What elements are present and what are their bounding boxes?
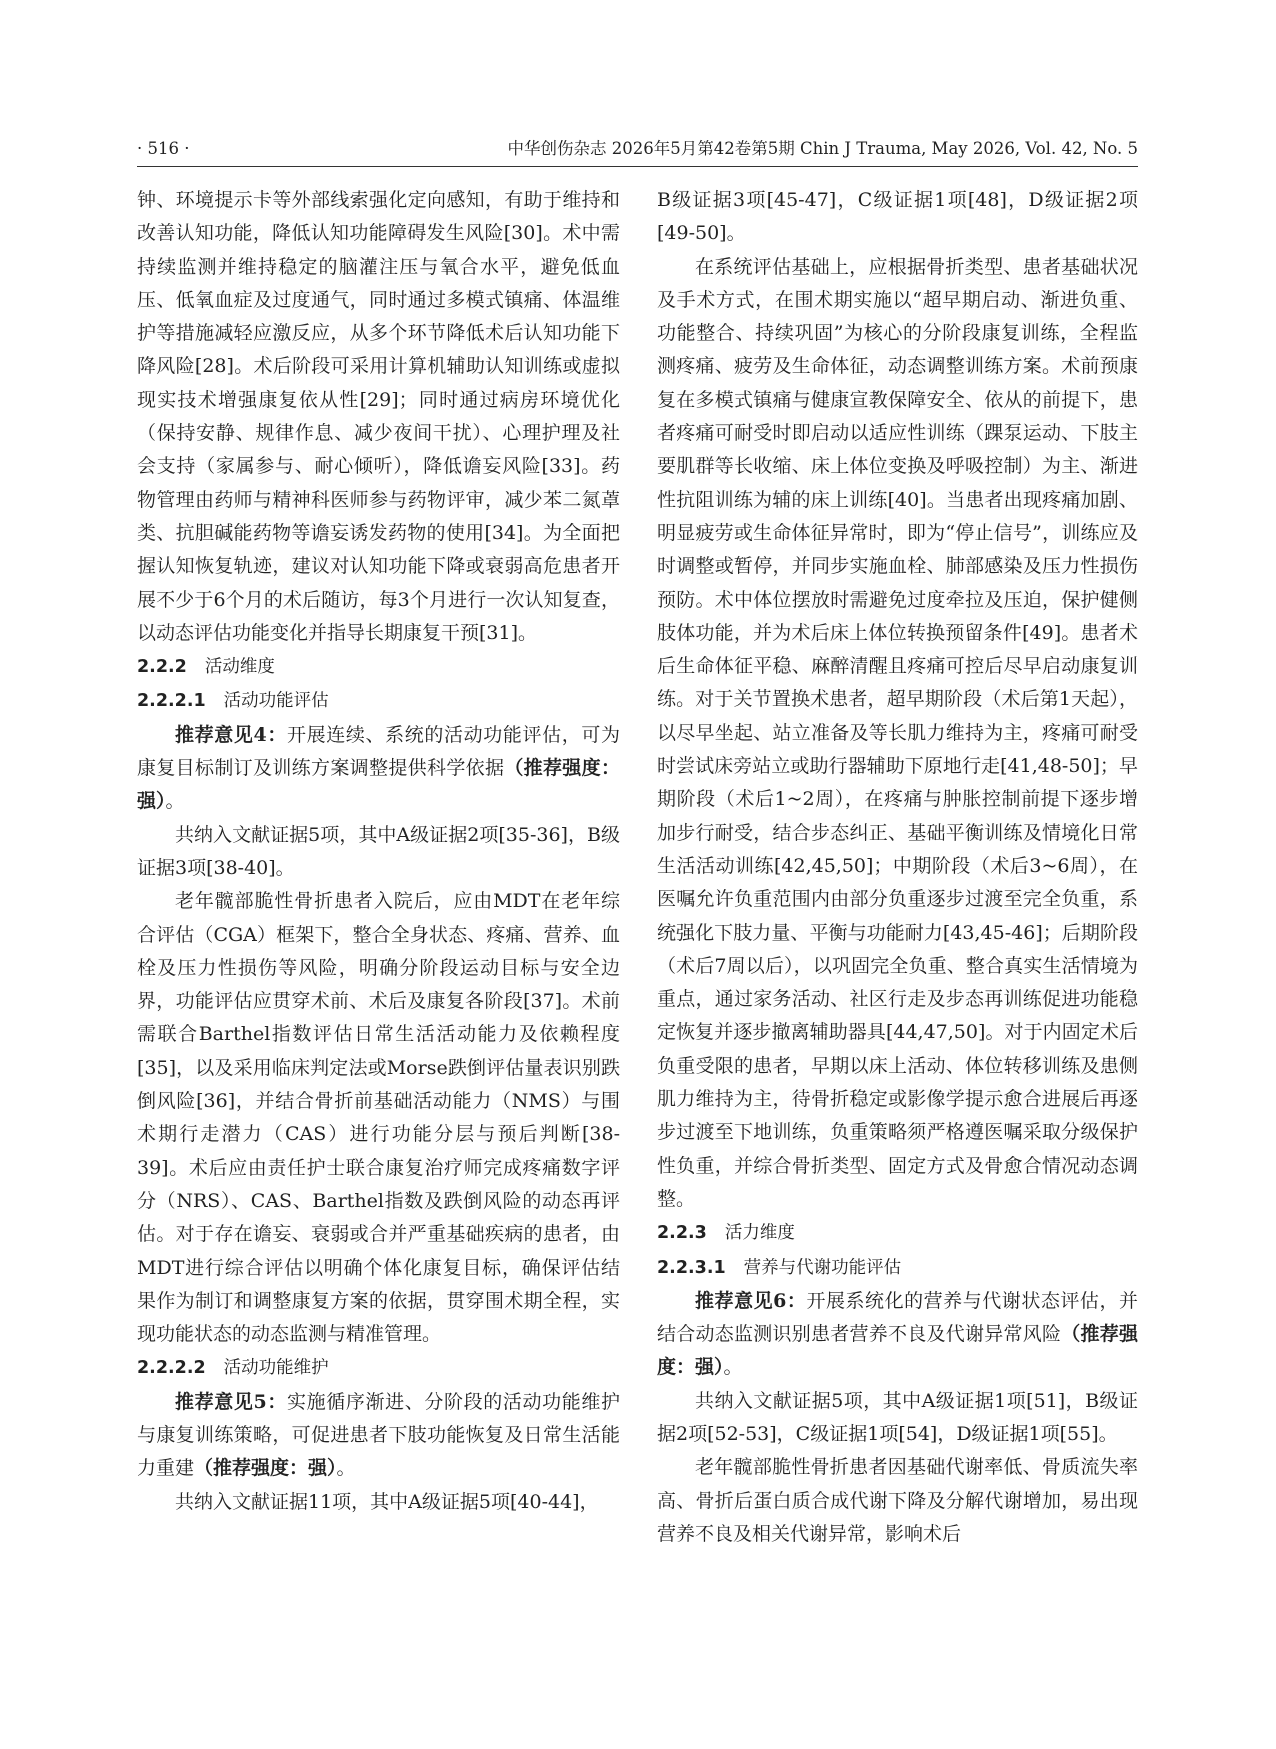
right-column [657, 184, 1138, 1714]
recommendation-label: 推荐意见6： [695, 1289, 807, 1312]
section-heading [137, 650, 620, 684]
left-column [137, 184, 620, 1714]
section-heading [657, 1216, 1138, 1250]
section-heading [657, 1251, 1138, 1285]
header-rule [137, 166, 1138, 167]
recommendation-label: 推荐意见5： [175, 1390, 287, 1413]
recommendation-text: 开展系统化的营养与代谢状态评估，并结合动态监测识别患者营养不良及代谢异常风险 [657, 1289, 1138, 1346]
recommendation-strength: （推荐强度：强） [657, 1323, 1138, 1379]
section-number: 2.2.2.1 [137, 691, 206, 712]
section-number: 2.2.3 [657, 1223, 707, 1244]
page-number: · 516 · [137, 139, 190, 158]
section-title: 活动维度 [204, 657, 275, 678]
body-paragraph: 共纳入文献证据5项，其中A级证据2项[35-36]，B级证据3项[38-40]。 [137, 823, 620, 879]
journal-citation: 中华创伤杂志 2026年5月第42卷第5期 Chin J Trauma, May 2026, Vol. 42, No. 5 [507, 139, 1138, 158]
body-paragraph: 共纳入文献证据5项，其中A级证据1项[51]，B级证据2项[52-53]，C级证据1项[54]，D级证据1项[55]。 [657, 1389, 1138, 1445]
body-paragraph: 钟、环境提示卡等外部线索强化定向感知，有助于维持和改善认知功能，降低认知功能障碍发生风险[30]。术中需持续监测并维持稳定的脑灌注压与氧合水平，避免低血压、低氧血症及过度通气，同时通过多模式镇痛、体温维护等措施减轻应激反应，从多个环节降低术后认知功能下降风险[28]。术后阶段可采用计算机辅助认知训练或虚拟现实技术增强康复依从性[29]；同时通过病房环境优化（保持安静、规律作息、减少夜间干扰）、心理护理及社会支持（家属参与、耐心倾听），降低谵妄风险[33]。药物管理由药师与精神科医师参与药物评审，减少苯二氮䓬类、抗胆碱能药物等谵妄诱发药物的使用[34]。为全面把握认知恢复轨迹，建议对认知功能下降或衰弱高危患者开展不少于6个月的术后随访，每3个月进行一次认知复查，以动态评估功能变化并指导长期康复干预[31]。 [137, 189, 620, 644]
recommendation [137, 1386, 620, 1486]
body-paragraph: 老年髋部脆性骨折患者入院后，应由MDT在老年综合评估（CGA）框架下，整合全身状态、疼痛、营养、血栓及压力性损伤等风险，明确分阶段运动目标与安全边界，功能评估应贯穿术前、术后及康复各阶段[37]。术前需联合Barthel指数评估日常生活活动能力及依赖程度[35]，以及采用临床判定法或Morse跌倒评估量表识别跌倒风险[36]，并结合骨折前基础活动能力（NMS）与围术期行走潜力（CAS）进行功能分层与预后判断[38-39]。术后应由责任护士联合康复治疗师完成疼痛数字评分（NRS）、CAS、Barthel指数及跌倒风险的动态再评估。对于存在谵妄、衰弱或合并严重基础疾病的患者，由MDT进行综合评估以明确个体化康复目标，确保评估结果作为制订和调整康复方案的依据，贯穿围术期全程，实现功能状态的动态监测与精准管理。 [137, 890, 620, 1346]
section-heading [137, 684, 620, 718]
recommendation-end: 。 [165, 790, 185, 813]
body-paragraph: B级证据3项[45-47]，C级证据1项[48]，D级证据2项[49-50]。 [657, 189, 1138, 245]
recommendation [137, 719, 620, 819]
section-number: 2.2.2.2 [137, 1358, 206, 1379]
recommendation-text: 实施循序渐进、分阶段的活动功能维护与康复训练策略，可促进患者下肢功能恢复及日常生活能力重建 [137, 1390, 620, 1480]
recommendation [657, 1285, 1138, 1385]
running-header [137, 136, 1138, 162]
section-number: 2.2.2 [137, 657, 187, 678]
section-title: 营养与代谢功能评估 [743, 1257, 902, 1278]
recommendation-end: 。 [336, 1457, 356, 1480]
section-title: 活动功能评估 [223, 691, 329, 712]
body-paragraph: 老年髋部脆性骨折患者因基础代谢率低、骨质流失率高、骨折后蛋白质合成代谢下降及分解代谢增加，易出现营养不良及相关代谢异常，影响术后 [657, 1456, 1138, 1545]
recommendation-label: 推荐意见4： [175, 723, 287, 746]
section-number: 2.2.3.1 [657, 1257, 726, 1278]
recommendation-text: 开展连续、系统的活动功能评估，可为康复目标制订及训练方案调整提供科学依据 [137, 723, 620, 780]
section-title: 活力维度 [724, 1223, 795, 1244]
body-paragraph: 在系统评估基础上，应根据骨折类型、患者基础状况及手术方式，在围术期实施以“超早期启动、渐进负重、功能整合、持续巩固”为核心的分阶段康复训练，全程监测疼痛、疲劳及生命体征，动态调整训练方案。术前预康复在多模式镇痛与健康宣教保障安全、依从的前提下，患者疼痛可耐受时即启动以适应性训练（踝泵运动、下肢主要肌群等长收缩、床上体位变换及呼吸控制）为主、渐进性抗阻训练为辅的床上训练[40]。当患者出现疼痛加剧、明显疲劳或生命体征异常时，即为“停止信号”，训练应及时调整或暂停，并同步实施血栓、肺部感染及压力性损伤预防。术中体位摆放时需避免过度牵拉及压迫，保护健侧肢体功能，并为术后床上体位转换预留条件[49]。患者术后生命体征平稳、麻醉清醒且疼痛可控后尽早启动康复训练。对于关节置换术患者，超早期阶段（术后第1天起），以尽早坐起、站立准备及等长肌力维持为主，疼痛可耐受时尝试床旁站立或助行器辅助下原地行走[41,48-50]；早期阶段（术后1~2周），在疼痛与肿胀控制前提下逐步增加步行耐受，结合步态纠正、基础平衡训练及情境化日常生活活动训练[42,45,50]；中期阶段（术后3~6周），在医嘱允许负重范围内由部分负重逐步过渡至完全负重，系统强化下肢力量、平衡与功能耐力[43,45-46]；后期阶段（术后7周以后），以巩固完全负重、整合真实生活情境为重点，通过家务活动、社区行走及步态再训练促进功能稳定恢复并逐步撤离辅助器具[44,47,50]。对于内固定术后负重受限的患者，早期以床上活动、体位转移训练及患侧肌力维持为主，待骨折稳定或影像学提示愈合进展后再逐步过渡至下地训练，负重策略须严格遵医嘱采取分级保护性负重，并综合骨折类型、固定方式及骨愈合情况动态调整。 [657, 255, 1138, 1210]
section-heading [137, 1351, 620, 1385]
section-title: 活动功能维护 [223, 1358, 329, 1379]
recommendation-strength: （推荐强度：强） [137, 757, 620, 813]
recommendation-end: 。 [723, 1356, 743, 1379]
body-paragraph: 共纳入文献证据11项，其中A级证据5项[40-44]， [175, 1490, 599, 1513]
recommendation-strength: （推荐强度：强） [194, 1457, 337, 1480]
